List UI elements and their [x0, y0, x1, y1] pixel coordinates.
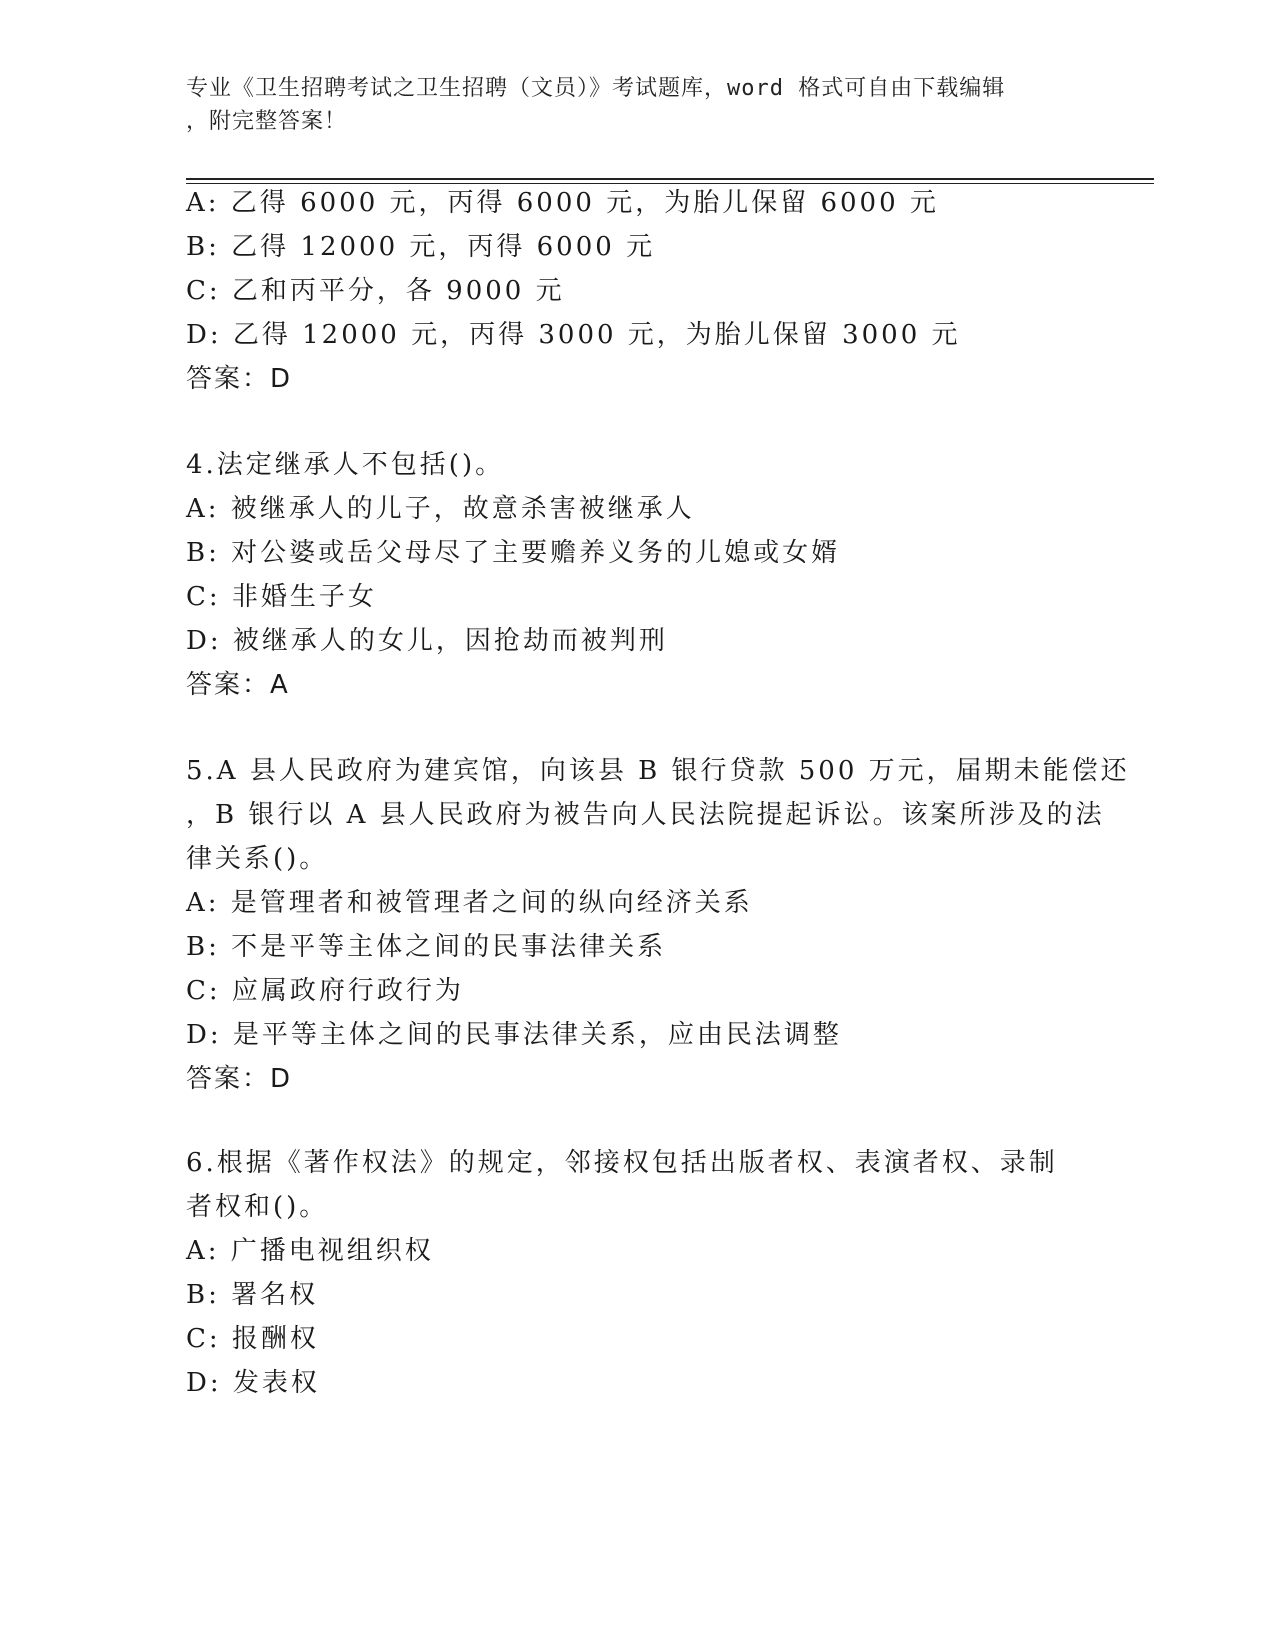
q6-option-c: C: 报酬权: [186, 1324, 319, 1354]
q3-option-d: D: 乙得 12000 元，丙得 3000 元，为胎儿保留 3000 元: [186, 320, 961, 350]
q4-option-b: B: 对公婆或岳父母尽了主要赡养义务的儿媳或女婿: [186, 538, 841, 568]
header-line-1: 专业《卫生招聘考试之卫生招聘（文员）》考试题库，word 格式可自由下载编辑: [186, 76, 1006, 101]
q5-option-d: D: 是平等主体之间的民事法律关系，应由民法调整: [186, 1020, 842, 1050]
q4-option-d: D: 被继承人的女儿，因抢劫而被判刑: [186, 626, 668, 656]
q5-question-line-3: 律关系()。: [186, 844, 329, 874]
q5-option-b: B: 不是平等主体之间的民事法律关系: [186, 932, 667, 962]
q4-option-a: A: 被继承人的儿子，故意杀害被继承人: [186, 494, 695, 524]
q6-option-b: B: 署名权: [186, 1280, 319, 1310]
q6-question-line-2: 者权和()。: [186, 1192, 329, 1222]
q4-answer: 答案：A: [186, 670, 290, 700]
q6-option-d: D: 发表权: [186, 1368, 320, 1398]
q6-question-line-1: 6.根据《著作权法》的规定，邻接权包括出版者权、表演者权、录制: [186, 1148, 1058, 1178]
q5-answer: 答案：D: [186, 1064, 293, 1094]
q4-question: 4.法定继承人不包括()。: [186, 450, 505, 480]
q5-question-line-2: ，B 银行以 A 县人民政府为被告向人民法院提起诉讼。该案所涉及的法: [186, 800, 1105, 830]
document-header: [186, 72, 1086, 138]
q3-option-a: A: 乙得 6000 元，丙得 6000 元，为胎儿保留 6000 元: [186, 188, 939, 218]
header-divider-thin: [186, 183, 1154, 184]
q3-option-b: B: 乙得 12000 元，丙得 6000 元: [186, 232, 656, 262]
header-divider-thick: [186, 178, 1154, 180]
q5-option-c: C: 应属政府行政行为: [186, 976, 464, 1006]
header-line-2: ，附完整答案！: [186, 109, 348, 134]
q3-answer: 答案：D: [186, 364, 293, 394]
q3-option-c: C: 乙和丙平分，各 9000 元: [186, 276, 565, 306]
q6-option-a: A: 广播电视组织权: [186, 1236, 434, 1266]
q4-option-c: C: 非婚生子女: [186, 582, 377, 612]
q5-question-line-1: 5.A 县人民政府为建宾馆，向该县 B 银行贷款 500 万元，届期未能偿还: [186, 756, 1130, 786]
q5-option-a: A: 是管理者和被管理者之间的纵向经济关系: [186, 888, 753, 918]
